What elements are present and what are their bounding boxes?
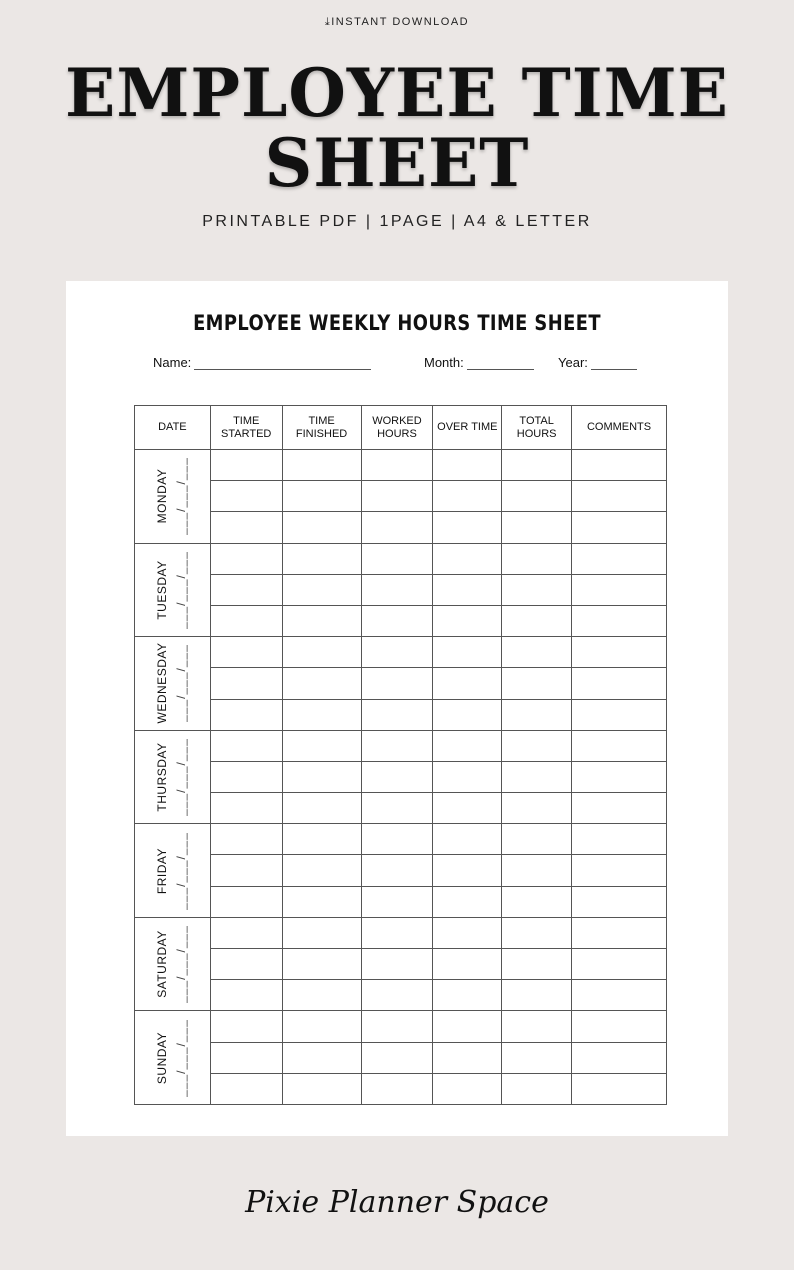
table-row (135, 1042, 667, 1073)
entry-cell[interactable] (572, 793, 667, 824)
day-cell (135, 543, 211, 637)
entry-cell[interactable] (282, 699, 361, 730)
entry-cell[interactable] (361, 605, 433, 636)
entry-cell[interactable] (502, 574, 572, 605)
column-header: TIME FINISHED (282, 406, 361, 450)
entry-cell[interactable] (361, 512, 433, 543)
entry-cell[interactable] (502, 824, 572, 855)
entry-cell[interactable] (210, 481, 282, 512)
entry-cell[interactable] (361, 543, 433, 574)
year-field[interactable]: Year: (558, 355, 637, 370)
entry-cell[interactable] (572, 949, 667, 980)
entry-cell[interactable] (210, 512, 282, 543)
entry-cell[interactable] (433, 450, 502, 481)
entry-cell[interactable] (433, 761, 502, 792)
day-cell (135, 730, 211, 824)
entry-cell[interactable] (282, 886, 361, 917)
subtitle: PRINTABLE PDF | 1PAGE | A4 & LETTER (202, 213, 592, 230)
entry-cell[interactable] (282, 574, 361, 605)
table-row (135, 574, 667, 605)
entry-cell[interactable] (572, 1073, 667, 1104)
date-blank[interactable]: ___/___/___ (174, 1018, 189, 1097)
entry-cell[interactable] (210, 543, 282, 574)
entry-cell[interactable] (572, 574, 667, 605)
entry-cell[interactable] (361, 699, 433, 730)
entry-cell[interactable] (502, 543, 572, 574)
entry-cell[interactable] (282, 949, 361, 980)
date-blank[interactable]: ___/___/___ (174, 644, 189, 723)
table-row (135, 605, 667, 636)
date-blank[interactable]: ___/___/___ (174, 550, 189, 629)
table-row (135, 793, 667, 824)
entry-cell[interactable] (210, 855, 282, 886)
entry-cell[interactable] (433, 855, 502, 886)
entry-cell[interactable] (433, 574, 502, 605)
entry-cell[interactable] (282, 512, 361, 543)
day-cell (135, 1011, 211, 1105)
table-row (135, 512, 667, 543)
entry-cell[interactable] (282, 980, 361, 1011)
entry-cell[interactable] (210, 824, 282, 855)
entry-cell[interactable] (433, 980, 502, 1011)
day-cell (135, 917, 211, 1011)
entry-cell[interactable] (572, 668, 667, 699)
entry-cell[interactable] (433, 1073, 502, 1104)
entry-cell[interactable] (572, 699, 667, 730)
entry-cell[interactable] (210, 980, 282, 1011)
entry-cell[interactable] (502, 605, 572, 636)
entry-cell[interactable] (210, 949, 282, 980)
entry-cell[interactable] (282, 481, 361, 512)
entry-cell[interactable] (433, 605, 502, 636)
entry-cell[interactable] (572, 917, 667, 948)
entry-cell[interactable] (361, 1042, 433, 1073)
day-cell (135, 637, 211, 731)
table-row (135, 730, 667, 761)
entry-cell[interactable] (572, 1011, 667, 1042)
table-row (135, 1011, 667, 1042)
entry-cell[interactable] (433, 543, 502, 574)
table-row (135, 543, 667, 574)
entry-cell[interactable] (433, 481, 502, 512)
entry-cell[interactable] (433, 1042, 502, 1073)
entry-cell[interactable] (210, 1073, 282, 1104)
entry-cell[interactable] (502, 1073, 572, 1104)
column-header: OVER TIME (433, 406, 502, 450)
entry-cell[interactable] (361, 1073, 433, 1104)
entry-cell[interactable] (361, 1011, 433, 1042)
entry-cell[interactable] (282, 1011, 361, 1042)
entry-cell[interactable] (361, 824, 433, 855)
entry-cell[interactable] (282, 1073, 361, 1104)
entry-cell[interactable] (502, 793, 572, 824)
entry-cell[interactable] (282, 668, 361, 699)
entry-cell[interactable] (210, 450, 282, 481)
page-title: EMPLOYEE TIME SHEET (65, 54, 729, 202)
entry-cell[interactable] (572, 824, 667, 855)
date-blank[interactable]: ___/___/___ (174, 457, 189, 536)
day-cell (135, 824, 211, 918)
table-row (135, 949, 667, 980)
brand-logo: Pixie Planner Space (245, 1185, 549, 1220)
entry-cell[interactable] (361, 949, 433, 980)
entry-cell[interactable] (502, 1011, 572, 1042)
entry-cell[interactable] (572, 605, 667, 636)
entry-cell[interactable] (433, 637, 502, 668)
entry-cell[interactable] (282, 637, 361, 668)
entry-cell[interactable] (361, 886, 433, 917)
day-label: FRIDAY (155, 847, 170, 894)
entry-cell[interactable] (361, 855, 433, 886)
entry-cell[interactable] (572, 761, 667, 792)
table-row (135, 917, 667, 948)
table-row (135, 886, 667, 917)
entry-cell[interactable] (361, 980, 433, 1011)
day-label: SATURDAY (155, 930, 170, 998)
column-header: TIME STARTED (210, 406, 282, 450)
entry-cell[interactable] (433, 793, 502, 824)
entry-cell[interactable] (361, 668, 433, 699)
timesheet-table (134, 405, 667, 1105)
month-field[interactable]: Month: (424, 355, 534, 370)
entry-cell[interactable] (433, 668, 502, 699)
entry-cell[interactable] (502, 481, 572, 512)
entry-cell[interactable] (361, 793, 433, 824)
name-field[interactable]: Name: (153, 355, 371, 370)
entry-cell[interactable] (210, 793, 282, 824)
entry-cell[interactable] (282, 824, 361, 855)
entry-cell[interactable] (210, 1042, 282, 1073)
entry-cell[interactable] (210, 605, 282, 636)
entry-cell[interactable] (572, 980, 667, 1011)
entry-cell[interactable] (361, 481, 433, 512)
entry-cell[interactable] (361, 574, 433, 605)
entry-cell[interactable] (433, 886, 502, 917)
entry-cell[interactable] (572, 1042, 667, 1073)
entry-cell[interactable] (361, 450, 433, 481)
entry-cell[interactable] (433, 730, 502, 761)
entry-cell[interactable] (433, 824, 502, 855)
sheet-title: EMPLOYEE WEEKLY HOURS TIME SHEET (193, 311, 601, 335)
entry-cell[interactable] (572, 730, 667, 761)
date-blank[interactable]: ___/___/___ (174, 925, 189, 1003)
entry-cell[interactable] (433, 917, 502, 948)
entry-cell[interactable] (572, 543, 667, 574)
table-row (135, 761, 667, 792)
entry-cell[interactable] (433, 699, 502, 730)
entry-cell[interactable] (210, 917, 282, 948)
table-row (135, 1073, 667, 1104)
entry-cell[interactable] (282, 917, 361, 948)
entry-cell[interactable] (433, 949, 502, 980)
timesheet-page (66, 281, 728, 1136)
entry-cell[interactable] (282, 855, 361, 886)
table-row (135, 668, 667, 699)
day-label: SUNDAY (155, 1031, 170, 1084)
entry-cell[interactable] (282, 543, 361, 574)
instant-download-label: ⤓INSTANT DOWNLOAD (324, 16, 470, 28)
table-row (135, 980, 667, 1011)
entry-cell[interactable] (282, 730, 361, 761)
entry-cell[interactable] (572, 481, 667, 512)
column-header: TOTAL HOURS (502, 406, 572, 450)
column-header: WORKED HOURS (361, 406, 433, 450)
entry-cell[interactable] (210, 668, 282, 699)
entry-cell[interactable] (282, 450, 361, 481)
entry-cell[interactable] (502, 450, 572, 481)
table-row (135, 855, 667, 886)
entry-cell[interactable] (572, 855, 667, 886)
entry-cell[interactable] (502, 917, 572, 948)
entry-cell[interactable] (210, 574, 282, 605)
entry-cell[interactable] (282, 605, 361, 636)
day-label: TUESDAY (155, 560, 170, 620)
entry-cell[interactable] (282, 1042, 361, 1073)
entry-cell[interactable] (210, 699, 282, 730)
entry-cell[interactable] (502, 886, 572, 917)
table-row (135, 637, 667, 668)
entry-cell[interactable] (502, 980, 572, 1011)
column-header: COMMENTS (572, 406, 667, 450)
table-row (135, 824, 667, 855)
day-label: THURSDAY (155, 742, 170, 812)
entry-cell[interactable] (210, 637, 282, 668)
entry-cell[interactable] (502, 761, 572, 792)
column-header: DATE (135, 406, 211, 450)
entry-cell[interactable] (572, 637, 667, 668)
entry-cell[interactable] (502, 1042, 572, 1073)
entry-cell[interactable] (502, 637, 572, 668)
entry-cell[interactable] (210, 886, 282, 917)
entry-cell[interactable] (361, 730, 433, 761)
date-blank[interactable]: ___/___/___ (174, 831, 189, 910)
entry-cell[interactable] (361, 761, 433, 792)
entry-cell[interactable] (210, 730, 282, 761)
entry-cell[interactable] (572, 512, 667, 543)
day-label: MONDAY (155, 468, 170, 524)
entry-cell[interactable] (502, 730, 572, 761)
entry-cell[interactable] (572, 886, 667, 917)
entry-cell[interactable] (210, 761, 282, 792)
entry-cell[interactable] (502, 855, 572, 886)
table-row (135, 450, 667, 481)
download-icon: ⤓ (324, 16, 332, 28)
date-blank[interactable]: ___/___/___ (174, 738, 189, 816)
entry-cell[interactable] (502, 668, 572, 699)
table-row (135, 481, 667, 512)
entry-cell[interactable] (572, 450, 667, 481)
entry-cell[interactable] (210, 1011, 282, 1042)
entry-cell[interactable] (502, 512, 572, 543)
day-cell (135, 450, 211, 544)
entry-cell[interactable] (502, 949, 572, 980)
entry-cell[interactable] (361, 637, 433, 668)
entry-cell[interactable] (433, 1011, 502, 1042)
entry-cell[interactable] (361, 917, 433, 948)
entry-cell[interactable] (282, 793, 361, 824)
day-label: WEDNESDAY (155, 642, 170, 724)
entry-cell[interactable] (282, 761, 361, 792)
entry-cell[interactable] (433, 512, 502, 543)
table-row (135, 699, 667, 730)
entry-cell[interactable] (502, 699, 572, 730)
